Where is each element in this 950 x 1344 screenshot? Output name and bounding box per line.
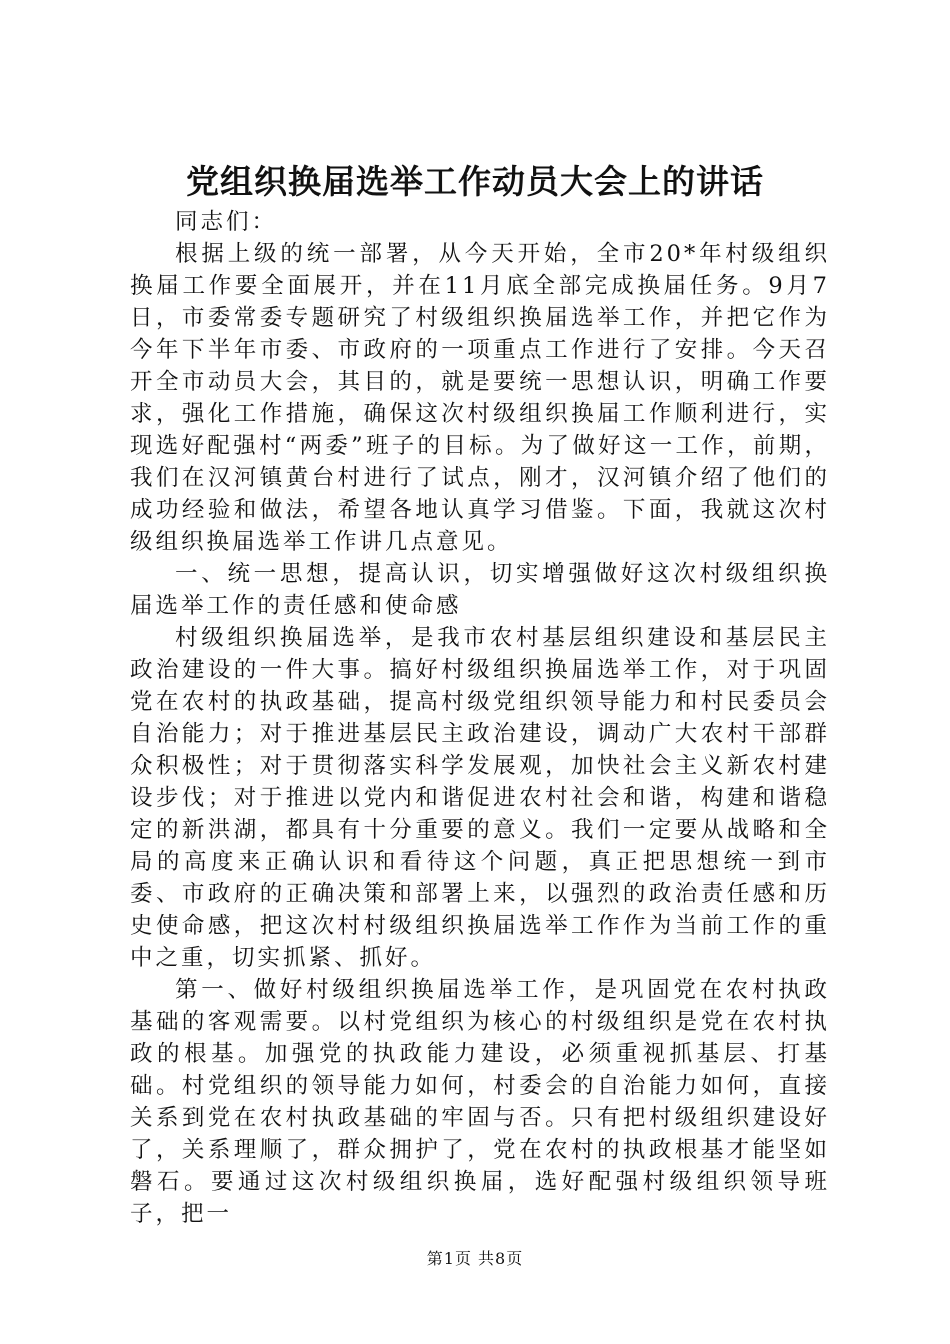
document-body bbox=[130, 206, 830, 1230]
document-title: 党组织换届选举工作动员大会上的讲话 bbox=[186, 162, 764, 201]
salutation: 同志们： bbox=[175, 209, 278, 235]
paragraph-intro: 根据上级的统一部署，从今天开始，全市20*年村级组织换届工作要全面展开，并在11月底全部完成换届任务。9月7日，市委常委专题研究了村级组织换届选举工作，并把它作为今年下半年市委、市政府的一项重点工作进行了安排。今天召开全市动员大会，其目的，就是要统一思想认识，明确工作要求，强化工作措施，确保这次村级组织换届工作顺利进行，实现选好配强村“两委”班子的目标。为了做好这一工作，前期，我们在汉河镇黄台村进行了试点，刚才，汉河镇介绍了他们的成功经验和做法，希望各地认真学习借鉴。下面，我就这次村级组织换届选举工作讲几点意见。 bbox=[130, 241, 830, 555]
paragraph-significance: 村级组织换届选举，是我市农村基层组织建设和基层民主政治建设的一件大事。搞好村级组织换届选举工作，对于巩固党在农村的执政基础，提高村级党组织领导能力和村民委员会自治能力；对于推进基层民主政治建设，调动广大农村干部群众积极性；对于贯彻落实科学发展观，加快社会主义新农村建设步伐；对于推进以党内和谐促进农村社会和谐，构建和谐稳定的新洪湖，都具有十分重要的意义。我们一定要从战略和全局的高度来正确认识和看待这个问题，真正把思想统一到市委、市政府的正确决策和部署上来，以强烈的政治责任感和历史使命感，把这次村村级组织换届选举工作作为当前工作的重中之重，切实抓紧、抓好。 bbox=[130, 625, 830, 971]
paragraph-first-point: 第一、做好村级组织换届选举工作，是巩固党在农村执政基础的客观需要。以村党组织为核心的村级组织是党在农村执政的根基。加强党的执政能力建设，必须重视抓基层、打基础。村党组织的领导能力如何，村委会的自治能力如何，直接关系到党在农村执政基础的牢固与否。只有把村级组织建设好了，关系理顺了，群众拥护了，党在农村的执政根基才能坚如磐石。要通过这次村级组织换届，选好配强村级组织领导班子，把一 bbox=[130, 977, 830, 1227]
section-heading-1: 一、统一思想，提高认识，切实增强做好这次村级组织换届选举工作的责任感和使命感 bbox=[130, 561, 830, 619]
page-number: 第1页 共8页 bbox=[426, 1249, 524, 1268]
